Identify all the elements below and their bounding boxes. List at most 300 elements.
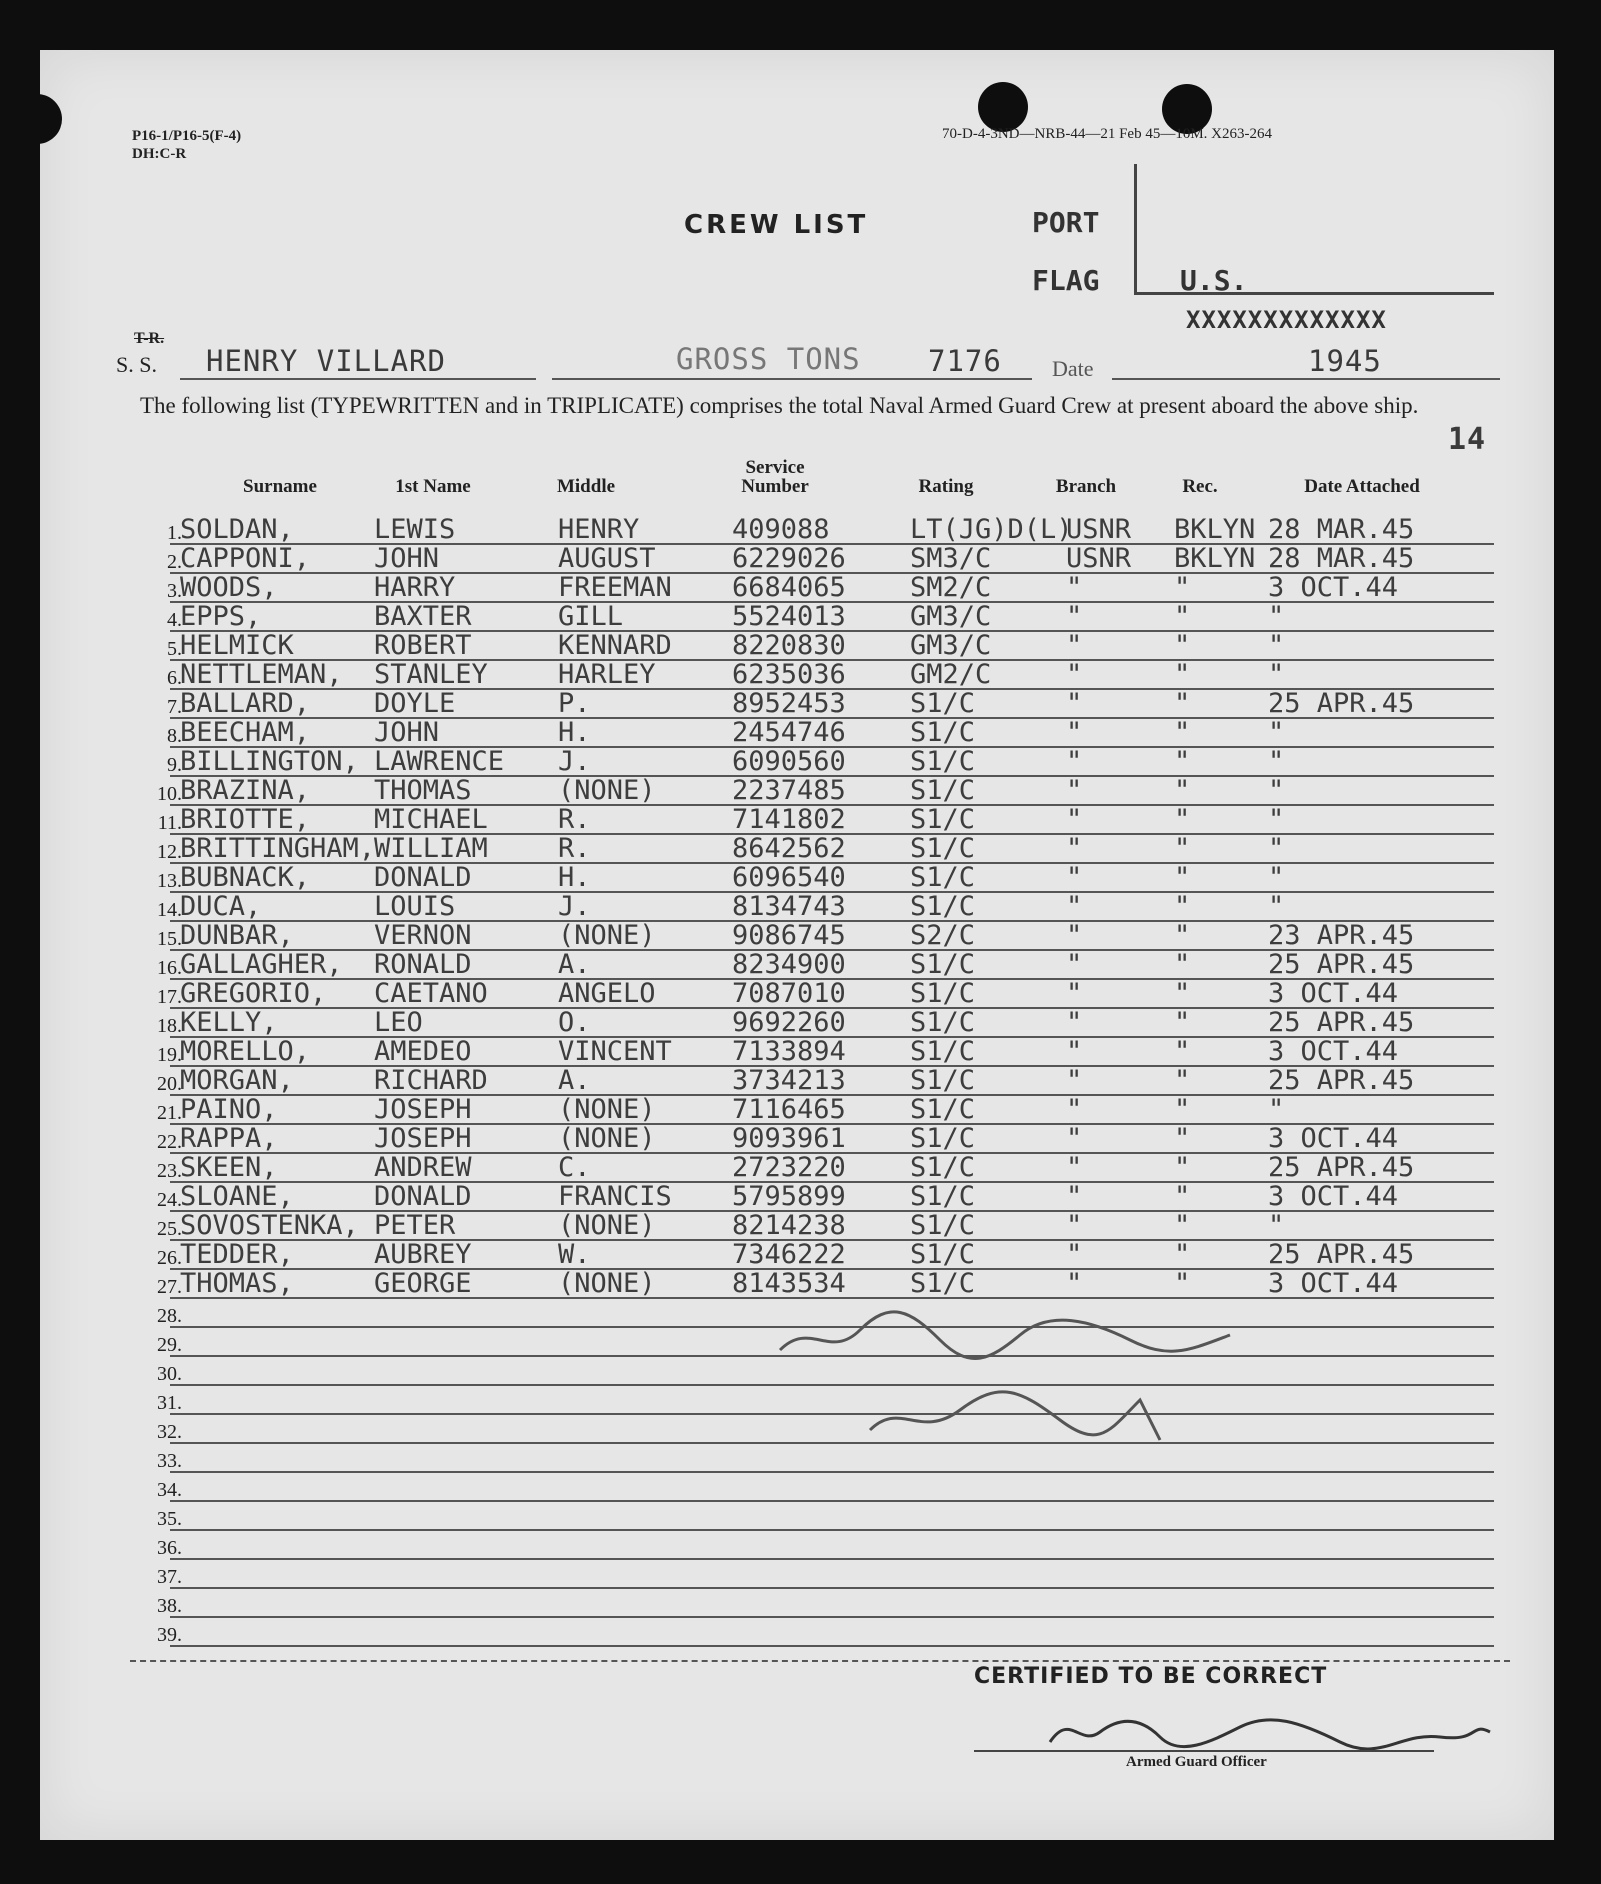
row-number: 17. (157, 986, 182, 1008)
cell-rec: " (1174, 1239, 1191, 1270)
tons-label: GROSS TONS (676, 342, 861, 376)
table-row (40, 1154, 1554, 1183)
cell-surname: BRITTINGHAM, (180, 833, 376, 864)
cell-branch: " (1066, 949, 1083, 980)
cell-date: " (1268, 659, 1285, 690)
cell-middle: ANGELO (558, 978, 656, 1009)
cell-surname: BEECHAM, (180, 717, 311, 748)
cell-middle: (NONE) (558, 1123, 656, 1154)
cell-surname: SKEEN, (180, 1152, 278, 1183)
cell-first: RICHARD (374, 1065, 488, 1096)
cell-first: CAETANO (374, 978, 488, 1009)
flag-value: U.S. (1180, 264, 1248, 297)
cell-first: BAXTER (374, 601, 472, 632)
cell-rec: " (1174, 833, 1191, 864)
row-number: 11. (157, 812, 182, 834)
cell-date: 3 OCT.44 (1268, 1036, 1399, 1067)
cell-rating: S1/C (910, 688, 976, 719)
cell-branch: " (1066, 862, 1083, 893)
cell-service: 7116465 (732, 1094, 846, 1125)
row-number: 26. (157, 1247, 182, 1269)
cell-first: AUBREY (374, 1239, 472, 1270)
cell-rating: S1/C (910, 717, 976, 748)
cell-first: JOSEPH (374, 1094, 472, 1125)
cell-service: 2723220 (732, 1152, 846, 1183)
cell-date: 28 MAR.45 (1268, 543, 1415, 574)
form-number: P16-1/P16-5(F-4) (132, 128, 242, 144)
cell-rating: GM2/C (910, 659, 992, 690)
cell-surname: WOODS, (180, 572, 278, 603)
cell-middle: W. (558, 1239, 591, 1270)
cell-branch: " (1066, 1152, 1083, 1183)
cell-rec: " (1174, 1181, 1191, 1212)
col-rec: Rec. (1182, 476, 1218, 497)
cell-rec: " (1174, 717, 1191, 748)
cell-rec: " (1174, 1094, 1191, 1125)
cell-middle: HENRY (558, 514, 640, 545)
cell-middle: C. (558, 1152, 591, 1183)
table-row (40, 516, 1554, 545)
table-row (40, 1502, 1554, 1531)
cell-rating: GM3/C (910, 601, 992, 632)
ship-name: HENRY VILLARD (206, 344, 446, 378)
table-row (40, 980, 1554, 1009)
row-number: 39. (157, 1624, 182, 1646)
table-row (40, 951, 1554, 980)
cell-branch: " (1066, 1239, 1083, 1270)
cell-date: 3 OCT.44 (1268, 1123, 1399, 1154)
cell-date: " (1268, 717, 1285, 748)
cell-rating: S1/C (910, 804, 976, 835)
row-number: 22. (157, 1131, 182, 1153)
table-row (40, 777, 1554, 806)
table-row (40, 661, 1554, 690)
cell-service: 7087010 (732, 978, 846, 1009)
cell-date: 25 APR.45 (1268, 688, 1415, 719)
cell-surname: DUCA, (180, 891, 262, 922)
cell-middle: H. (558, 717, 591, 748)
row-number: 14. (157, 899, 182, 921)
cell-branch: " (1066, 688, 1083, 719)
row-number: 29. (157, 1334, 182, 1356)
cell-middle: HARLEY (558, 659, 656, 690)
cell-middle: VINCENT (558, 1036, 672, 1067)
row-number: 6. (167, 667, 182, 689)
cell-middle: FREEMAN (558, 572, 672, 603)
cell-branch: " (1066, 891, 1083, 922)
cell-first: LOUIS (374, 891, 456, 922)
cell-service: 6090560 (732, 746, 846, 777)
cell-service: 2237485 (732, 775, 846, 806)
cell-rating: S1/C (910, 978, 976, 1009)
cell-rating: SM3/C (910, 543, 992, 574)
prefix-strikeout: T-R. (134, 330, 165, 347)
cell-first: JOHN (374, 717, 440, 748)
cell-service: 8143534 (732, 1268, 846, 1299)
cell-date: 23 APR.45 (1268, 920, 1415, 951)
cell-rating: S1/C (910, 775, 976, 806)
cell-rec: " (1174, 978, 1191, 1009)
table-row (40, 1241, 1554, 1270)
cell-middle: O. (558, 1007, 591, 1038)
page-number: 14 (1448, 422, 1487, 457)
cell-service: 8234900 (732, 949, 846, 980)
cell-date: 3 OCT.44 (1268, 572, 1399, 603)
cell-service: 6235036 (732, 659, 846, 690)
cell-first: PETER (374, 1210, 456, 1241)
cell-first: LAWRENCE (374, 746, 505, 777)
cell-surname: BALLARD, (180, 688, 311, 719)
cell-branch: " (1066, 1036, 1083, 1067)
cell-date: 25 APR.45 (1268, 1152, 1415, 1183)
ship-name-line (180, 378, 536, 380)
cell-date: 3 OCT.44 (1268, 1268, 1399, 1299)
row-number: 23. (157, 1160, 182, 1182)
row-number: 18. (157, 1015, 182, 1037)
cell-middle: AUGUST (558, 543, 656, 574)
cell-date: " (1268, 804, 1285, 835)
row-number: 38. (157, 1595, 182, 1617)
row-number: 5. (167, 638, 182, 660)
cell-rec: " (1174, 630, 1191, 661)
cell-middle: P. (558, 688, 591, 719)
table-row (40, 1183, 1554, 1212)
row-number: 12. (157, 841, 182, 863)
cell-service: 8952453 (732, 688, 846, 719)
cell-first: LEO (374, 1007, 423, 1038)
row-number: 30. (157, 1363, 182, 1385)
cell-first: MICHAEL (374, 804, 488, 835)
punch-hole (12, 94, 62, 144)
cell-rec: " (1174, 949, 1191, 980)
cell-branch: " (1066, 1065, 1083, 1096)
ship-prefix: S. S. (116, 352, 157, 377)
row-number: 15. (157, 928, 182, 950)
cell-rec: " (1174, 688, 1191, 719)
table-row (40, 1618, 1554, 1647)
cell-surname: SOVOSTENKA, (180, 1210, 359, 1241)
cell-middle: A. (558, 1065, 591, 1096)
cell-rating: S1/C (910, 1094, 976, 1125)
cell-rating: S1/C (910, 1065, 976, 1096)
row-rule (170, 1645, 1494, 1647)
cell-service: 409088 (732, 514, 830, 545)
cell-branch: " (1066, 804, 1083, 835)
cell-surname: KELLY, (180, 1007, 278, 1038)
cell-rec: " (1174, 1036, 1191, 1067)
cell-date: " (1268, 1210, 1285, 1241)
cell-middle: J. (558, 746, 591, 777)
flag-label: FLAG (1032, 264, 1100, 297)
bracket-line (1134, 164, 1137, 294)
cell-first: JOSEPH (374, 1123, 472, 1154)
cell-branch: " (1066, 717, 1083, 748)
cell-service: 8134743 (732, 891, 846, 922)
table-row (40, 690, 1554, 719)
cell-service: 2454746 (732, 717, 846, 748)
cell-date: 28 MAR.45 (1268, 514, 1415, 545)
cell-first: ROBERT (374, 630, 472, 661)
table-row (40, 545, 1554, 574)
cell-date: " (1268, 746, 1285, 777)
cell-first: RONALD (374, 949, 472, 980)
cell-service: 5524013 (732, 601, 846, 632)
cell-rating: S1/C (910, 1007, 976, 1038)
cell-surname: NETTLEMAN, (180, 659, 343, 690)
cell-rec: " (1174, 1065, 1191, 1096)
cell-service: 7141802 (732, 804, 846, 835)
col-rating: Rating (918, 476, 974, 497)
table-row (40, 1473, 1554, 1502)
cell-rating: S1/C (910, 949, 976, 980)
cell-rating: S1/C (910, 1239, 976, 1270)
cell-surname: BRIOTTE, (180, 804, 311, 835)
table-row (40, 1038, 1554, 1067)
cell-middle: R. (558, 804, 591, 835)
officer-label: Armed Guard Officer (1126, 1754, 1267, 1770)
print-code: 70-D-4-3ND—NRB-44—21 Feb 45—10M. X263-264 (942, 126, 1272, 142)
row-number: 33. (157, 1450, 182, 1472)
cell-branch: USNR (1066, 514, 1132, 545)
cell-branch: " (1066, 1123, 1083, 1154)
cell-middle: (NONE) (558, 775, 656, 806)
row-number: 1. (167, 522, 182, 544)
cell-first: STANLEY (374, 659, 488, 690)
cell-service: 6096540 (732, 862, 846, 893)
tons-value: 7176 (928, 344, 1002, 378)
cell-surname: MORELLO, (180, 1036, 311, 1067)
table-row (40, 1560, 1554, 1589)
cell-surname: GALLAGHER, (180, 949, 343, 980)
cell-branch: " (1066, 920, 1083, 951)
cell-date: " (1268, 833, 1285, 864)
cell-surname: MORGAN, (180, 1065, 294, 1096)
cell-branch: " (1066, 833, 1083, 864)
cell-middle: FRANCIS (558, 1181, 672, 1212)
cell-branch: USNR (1066, 543, 1132, 574)
cell-rating: SM2/C (910, 572, 992, 603)
table-row (40, 835, 1554, 864)
table-row (40, 1096, 1554, 1125)
cell-first: HARRY (374, 572, 456, 603)
cell-branch: " (1066, 601, 1083, 632)
row-number: 21. (157, 1102, 182, 1124)
cell-branch: " (1066, 1268, 1083, 1299)
cell-first: DONALD (374, 862, 472, 893)
row-number: 13. (157, 870, 182, 892)
table-row (40, 806, 1554, 835)
cell-rating: S1/C (910, 1036, 976, 1067)
cell-rec: " (1174, 1152, 1191, 1183)
row-number: 24. (157, 1189, 182, 1211)
cell-rec: " (1174, 1007, 1191, 1038)
intro-text: The following list (TYPEWRITTEN and in TRIPLICATE) comprises the total Naval Armed Guard Crew at present aboard the above ship. (140, 393, 1419, 418)
cell-surname: CAPPONI, (180, 543, 311, 574)
row-number: 27. (157, 1276, 182, 1298)
row-number: 2. (167, 551, 182, 573)
signature-line (974, 1750, 1434, 1752)
cell-service: 8642562 (732, 833, 846, 864)
cell-surname: BRAZINA, (180, 775, 311, 806)
cell-first: GEORGE (374, 1268, 472, 1299)
col-surname: Surname (243, 476, 317, 497)
table-row (40, 1212, 1554, 1241)
table-row (40, 1067, 1554, 1096)
row-number: 3. (167, 580, 182, 602)
table-row (40, 748, 1554, 777)
row-number: 8. (167, 725, 182, 747)
cell-middle: (NONE) (558, 1094, 656, 1125)
date-label: Date (1052, 356, 1094, 381)
cell-rating: S1/C (910, 1210, 976, 1241)
row-number: 28. (157, 1305, 182, 1327)
cell-first: AMEDEO (374, 1036, 472, 1067)
cell-rec: BKLYN (1174, 514, 1256, 545)
cell-rec: " (1174, 1268, 1191, 1299)
officer-signature-icon (1040, 1702, 1500, 1762)
date-value: 1945 (1308, 344, 1382, 378)
row-number: 19. (157, 1044, 182, 1066)
cell-rating: S1/C (910, 746, 976, 777)
cell-date: " (1268, 630, 1285, 661)
cell-surname: HELMICK (180, 630, 294, 661)
cell-rating: S1/C (910, 833, 976, 864)
cell-branch: " (1066, 775, 1083, 806)
cell-rec: " (1174, 1210, 1191, 1241)
cell-branch: " (1066, 630, 1083, 661)
cell-rec: " (1174, 746, 1191, 777)
cell-surname: DUNBAR, (180, 920, 294, 951)
row-number: 16. (157, 957, 182, 979)
tons-line (552, 378, 1032, 380)
cell-rec: " (1174, 920, 1191, 951)
table-row (40, 1531, 1554, 1560)
cell-service: 3734213 (732, 1065, 846, 1096)
cell-middle: J. (558, 891, 591, 922)
cell-rating: S1/C (910, 862, 976, 893)
table-row (40, 574, 1554, 603)
cell-service: 5795899 (732, 1181, 846, 1212)
table-row (40, 893, 1554, 922)
col-branch: Branch (1055, 476, 1117, 497)
row-number: 31. (157, 1392, 182, 1414)
row-number: 20. (157, 1073, 182, 1095)
row-number: 7. (167, 696, 182, 718)
cell-first: DONALD (374, 1181, 472, 1212)
cell-date: 25 APR.45 (1268, 1065, 1415, 1096)
cell-middle: (NONE) (558, 920, 656, 951)
cell-rating: LT(JG)D(L) (910, 514, 1073, 545)
cell-branch: " (1066, 572, 1083, 603)
row-number: 4. (167, 609, 182, 631)
cell-service: 6684065 (732, 572, 846, 603)
form-number-sub: DH:C-R (132, 146, 187, 162)
cell-date: 3 OCT.44 (1268, 1181, 1399, 1212)
cell-service: 9093961 (732, 1123, 846, 1154)
cell-first: LEWIS (374, 514, 456, 545)
date-line (1112, 378, 1500, 380)
col-service-number: Service Number (741, 457, 809, 497)
cell-branch: " (1066, 1007, 1083, 1038)
cell-rec: " (1174, 775, 1191, 806)
cell-first: ANDREW (374, 1152, 472, 1183)
cell-service: 8214238 (732, 1210, 846, 1241)
cell-surname: BUBNACK, (180, 862, 311, 893)
row-number: 25. (157, 1218, 182, 1240)
cell-surname: GREGORIO, (180, 978, 327, 1009)
cell-rec: " (1174, 1123, 1191, 1154)
cell-first: JOHN (374, 543, 440, 574)
cell-middle: (NONE) (558, 1268, 656, 1299)
cell-middle: R. (558, 833, 591, 864)
cell-rating: GM3/C (910, 630, 992, 661)
cell-first: WILLIAM (374, 833, 488, 864)
table-row (40, 1589, 1554, 1618)
row-number: 37. (157, 1566, 182, 1588)
cell-branch: " (1066, 978, 1083, 1009)
table-row (40, 1125, 1554, 1154)
table-row (40, 719, 1554, 748)
port-label: PORT (1032, 206, 1100, 239)
table-row (40, 922, 1554, 951)
cell-surname: BILLINGTON, (180, 746, 359, 777)
cell-surname: PAINO, (180, 1094, 278, 1125)
col-first-name: 1st Name (395, 476, 471, 497)
cell-middle: H. (558, 862, 591, 893)
cell-rec: " (1174, 659, 1191, 690)
cell-surname: RAPPA, (180, 1123, 278, 1154)
cell-rec: " (1174, 891, 1191, 922)
crew-list-document (40, 50, 1554, 1840)
cell-rating: S1/C (910, 1152, 976, 1183)
cell-middle: KENNARD (558, 630, 672, 661)
row-number: 9. (167, 754, 182, 776)
cell-rec: " (1174, 601, 1191, 632)
cell-service: 6229026 (732, 543, 846, 574)
cell-service: 7133894 (732, 1036, 846, 1067)
cell-rec: " (1174, 862, 1191, 893)
cell-surname: SLOANE, (180, 1181, 294, 1212)
cell-first: VERNON (374, 920, 472, 951)
cell-branch: " (1066, 1210, 1083, 1241)
cell-branch: " (1066, 1181, 1083, 1212)
cell-service: 9086745 (732, 920, 846, 951)
cell-date: " (1268, 1094, 1285, 1125)
cell-branch: " (1066, 659, 1083, 690)
certified-text: CERTIFIED TO BE CORRECT (974, 1664, 1328, 1689)
cell-date: " (1268, 775, 1285, 806)
cell-rating: S1/C (910, 1123, 976, 1154)
cell-first: THOMAS (374, 775, 472, 806)
punch-hole (978, 82, 1028, 132)
cell-middle: (NONE) (558, 1210, 656, 1241)
cell-rec: " (1174, 804, 1191, 835)
cell-rating: S1/C (910, 1268, 976, 1299)
cell-date: " (1268, 891, 1285, 922)
cell-date: " (1268, 601, 1285, 632)
cell-rating: S1/C (910, 891, 976, 922)
row-number: 36. (157, 1537, 182, 1559)
col-date-attached: Date Attached (1304, 476, 1420, 497)
table-row (40, 864, 1554, 893)
row-number: 34. (157, 1479, 182, 1501)
table-row (40, 632, 1554, 661)
cell-date: " (1268, 862, 1285, 893)
row-number: 32. (157, 1421, 182, 1443)
cell-surname: EPPS, (180, 601, 262, 632)
row-number: 10. (157, 783, 182, 805)
cell-first: DOYLE (374, 688, 456, 719)
